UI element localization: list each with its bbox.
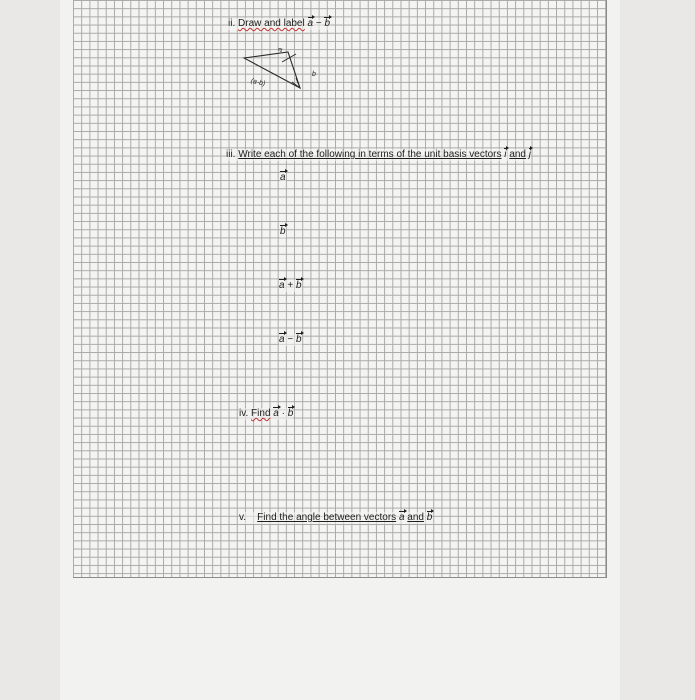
vector-b: b: [426, 512, 433, 523]
vector-a: a: [273, 408, 279, 419]
sketch-label-diff: (a-b): [249, 77, 266, 88]
item-a-minus-b: [279, 334, 302, 346]
minus-sign: −: [315, 18, 322, 29]
vector-a: a: [280, 172, 286, 183]
unit-vector-j: j: [528, 149, 532, 160]
sketch-label-a: a: [276, 47, 285, 53]
vector-a: a: [398, 512, 405, 523]
dot-operator: ·: [281, 408, 285, 419]
item-a-plus-b: [279, 280, 302, 292]
vector-a: a: [279, 334, 285, 345]
part-iii-heading: [226, 149, 531, 161]
part-v-numeral: v.: [239, 512, 247, 523]
part-v-heading: [239, 512, 432, 524]
and-word: and: [407, 512, 424, 523]
part-iii-prompt: Write each of the following in terms of the unit basis vectors: [238, 149, 502, 160]
part-iv-heading: [239, 408, 293, 420]
part-iii-numeral: iii.: [226, 149, 236, 160]
graph-paper-grid: [73, 0, 607, 578]
vector-triangle-sketch: [236, 40, 326, 100]
part-v-prompt: Find the angle between vectors: [257, 512, 397, 523]
vector-b: b: [280, 226, 286, 237]
unit-vector-i: i: [504, 149, 507, 160]
part-ii-prompt: Draw and label: [238, 18, 305, 29]
vector-b: b: [295, 334, 302, 345]
vector-a: a: [307, 18, 314, 29]
plus-sign: +: [287, 280, 294, 291]
sketch-label-b: b: [312, 71, 316, 78]
part-iv-numeral: iv.: [239, 408, 249, 419]
item-a: [280, 172, 286, 184]
part-ii-heading: [228, 18, 330, 30]
vector-b: b: [295, 280, 302, 291]
vector-b: b: [287, 408, 294, 419]
vector-b: b: [324, 18, 331, 29]
item-b: [280, 226, 286, 238]
and-word: and: [509, 149, 526, 160]
vector-a: a: [279, 280, 285, 291]
part-iv-prompt: Find: [251, 408, 271, 419]
part-ii-numeral: ii.: [228, 18, 236, 29]
minus-sign: −: [287, 334, 294, 345]
